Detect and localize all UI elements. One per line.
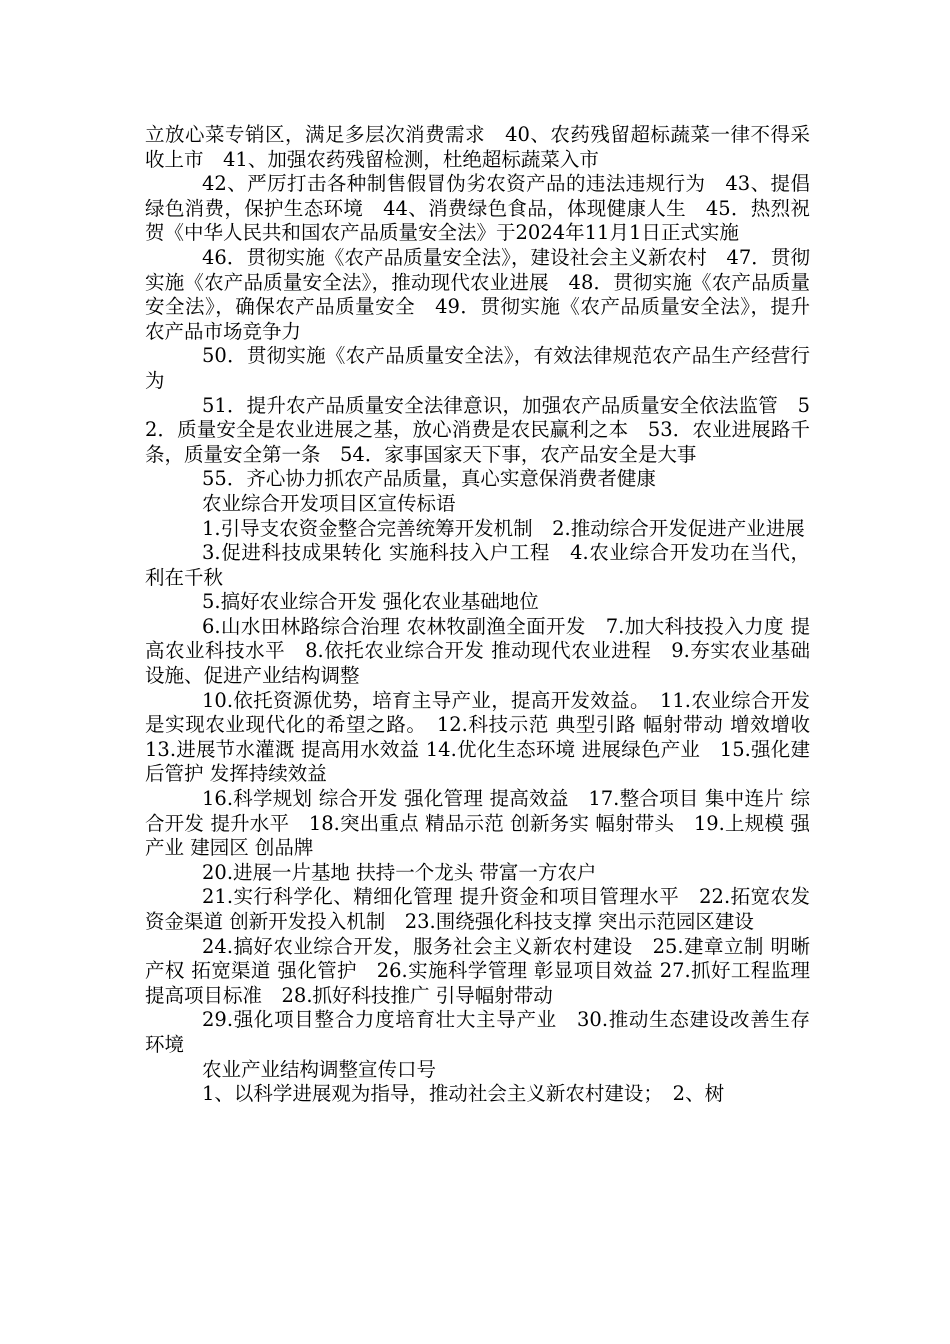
- paragraph: 42、严厉打击各种制售假冒伪劣农资产品的违法违规行为 43、提倡绿色消费，保护生态环境 44、消费绿色食品，体现健康人生 45．热烈祝贺《中华人民共和国农产品质量安全法》于2024年11月1日正式实施: [145, 172, 810, 245]
- paragraph: 16.科学规划 综合开发 强化管理 提高效益 17.整合项目 集中连片 综合开发 提升水平 18.突出重点 精品示范 创新务实 幅射带头 19.上规模 强产业 建园区 创品牌: [145, 787, 810, 860]
- paragraph: 55．齐心协力抓农产品质量，真心实意保消费者健康: [202, 467, 656, 491]
- paragraph: 5.搞好农业综合开发 强化农业基础地位: [202, 590, 539, 614]
- section-heading: 农业综合开发项目区宣传标语: [202, 491, 456, 515]
- paragraph: 50．贯彻实施《农产品质量安全法》，有效法律规范农产品生产经营行为: [145, 344, 810, 392]
- section-heading: 农业产业结构调整宣传口号: [202, 1057, 437, 1081]
- paragraph: 1、以科学进展观为指导，推动社会主义新农村建设； 2、树: [202, 1082, 725, 1106]
- paragraph: 46．贯彻实施《农产品质量安全法》，建设社会主义新农村 47．贯彻实施《农产品质量安全法》，推动现代农业进展 48．贯彻实施《农产品质量安全法》，确保农产品质量安全 49．贯彻实施《农产品质量安全法》，提升农产品市场竞争力: [145, 245, 810, 343]
- paragraph: 51．提升农产品质量安全法律意识，加强农产品质量安全依法监管 52．质量安全是农业进展之基，放心消费是农民赢利之本 53．农业进展路千条，质量安全第一条 54．家事国家天下事，农产品安全是大事: [145, 393, 810, 466]
- paragraph: 6.山水田林路综合治理 农林牧副渔全面开发 7.加大科技投入力度 提高农业科技水平 8.依托农业综合开发 推动现代农业进程 9.夯实农业基础设施、促进产业结构调整: [145, 614, 810, 688]
- paragraph: 10.依托资源优势，培育主导产业，提高开发效益。 11.农业综合开发是实现农业现代化的希望之路。 12.科技示范 典型引路 幅射带动 增效增收 13.进展节水灌溉 提高用水效益 14.优化生态环境 进展绿色产业 15.强化建后管护 发挥持续效益: [145, 688, 830, 786]
- paragraph: 1.引导支农资金整合完善统筹开发机制 2.推动综合开发促进产业进展: [202, 516, 805, 540]
- paragraph: 21.实行科学化、精细化管理 提升资金和项目管理水平 22.拓宽农发资金渠道 创新开发投入机制 23.围绕强化科技支撑 突出示范园区建设: [145, 885, 810, 933]
- paragraph-continuation: 立放心菜专销区，满足多层次消费需求 40、农药残留超标蔬菜一律不得采收上市 41、加强农药残留检测，杜绝超标蔬菜入市: [145, 123, 810, 171]
- paragraph: 3.促进科技成果转化 实施科技入户工程 4.农业综合开发功在当代，利在千秋: [145, 541, 810, 589]
- document-body: [145, 123, 830, 1107]
- paragraph: 20.进展一片基地 扶持一个龙头 带富一方农户: [202, 860, 597, 884]
- paragraph: 29.强化项目整合力度培育壮大主导产业 30.推动生态建设改善生存环境: [145, 1008, 810, 1056]
- paragraph: 24.搞好农业综合开发，服务社会主义新农村建设 25.建章立制 明晰产权 拓宽渠道 强化管护 26.实施科学管理 彰显项目效益 27.抓好工程监理提高项目标准 28.抓好科技推广 引导幅射带动: [145, 934, 810, 1007]
